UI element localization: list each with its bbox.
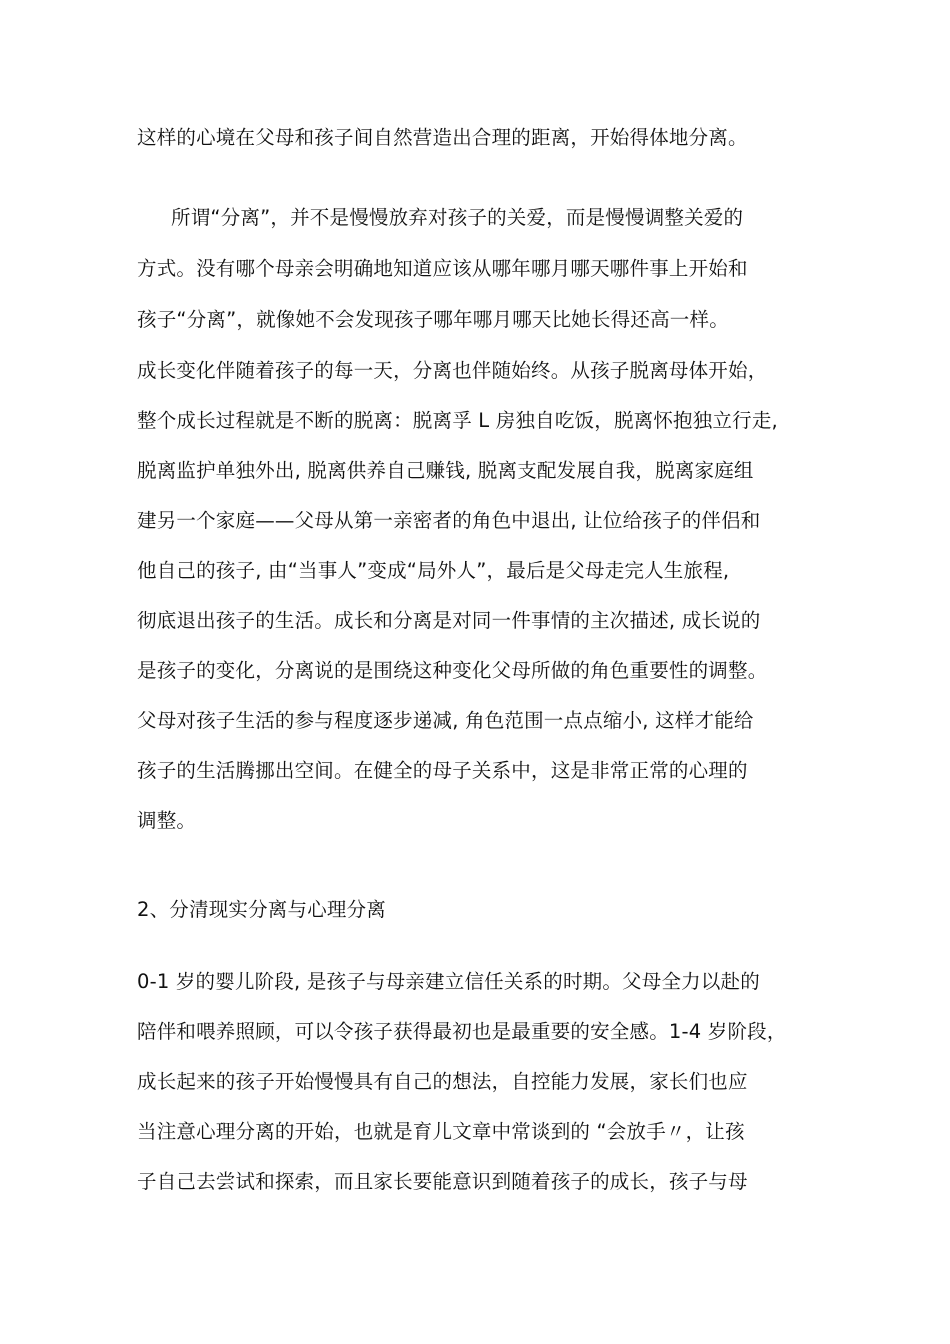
- paragraph-line: 这样的心境在父母和孩子间自然营造出合理的距离，开始得体地分离。: [137, 126, 748, 149]
- paragraph-line: 父母对孩子生活的参与程度逐步递减, 角色范围一点点缩小, 这样才能给: [137, 709, 754, 732]
- paragraph-line: 他自己的孩子, 由“当事人”变成“局外人”，最后是父母走完人生旅程,: [137, 559, 730, 582]
- paragraph-line: 0-1 岁的婴儿阶段, 是孩子与母亲建立信任关系的时期。父母全力以赴的: [137, 970, 760, 993]
- paragraph-line: 建另一个家庭——父母从第一亲密者的角色中退出, 让位给孩子的伴侣和: [137, 509, 761, 532]
- paragraph-line: 子自己去尝试和探索，而且家长要能意识到随着孩子的成长，孩子与母: [137, 1170, 748, 1193]
- paragraph-line: 整个成长过程就是不断的脱离：脱离孚 L 房独自吃饭，脱离怀抱独立行走,: [137, 409, 778, 432]
- paragraph-line: 是孩子的变化，分离说的是围绕这种变化父母所做的角色重要性的调整。: [137, 659, 768, 682]
- paragraph-line: 陪伴和喂养照顾，可以令孩子获得最初也是最重要的安全感。1-4 岁阶段，: [137, 1020, 787, 1043]
- paragraph-line: 当注意心理分离的开始，也就是育儿文章中常谈到的 “会放手〃，让孩: [137, 1120, 745, 1143]
- paragraph-line: 成长起来的孩子开始慢慢具有自己的想法，自控能力发展，家长们也应: [137, 1070, 748, 1093]
- paragraph-line: 孩子“分离”，就像她不会发现孩子哪年哪月哪天比她长得还高一样。: [137, 308, 729, 331]
- paragraph-line: 调整。: [137, 809, 197, 832]
- paragraph-line: 成长变化伴随着孩子的每一天，分离也伴随始终。从孩子脱离母体开始，: [137, 359, 768, 382]
- paragraph-line: 彻底退出孩子的生活。成长和分离是对同一件事情的主次描述, 成长说的: [137, 609, 761, 632]
- paragraph-line: 方式。没有哪个母亲会明确地知道应该从哪年哪月哪天哪件事上开始和: [137, 257, 748, 280]
- paragraph-line: 脱离监护单独外出, 脱离供养自己赚钱, 脱离支配发展自我，脱离家庭组: [137, 459, 754, 482]
- paragraph-line: 孩子的生活腾挪出空间。在健全的母子关系中，这是非常正常的心理的: [137, 759, 748, 782]
- section-heading: 2、分清现实分离与心理分离: [137, 898, 387, 921]
- paragraph-line: 所谓“分离”，并不是慢慢放弃对孩子的关爱，而是慢慢调整关爱的: [171, 206, 744, 229]
